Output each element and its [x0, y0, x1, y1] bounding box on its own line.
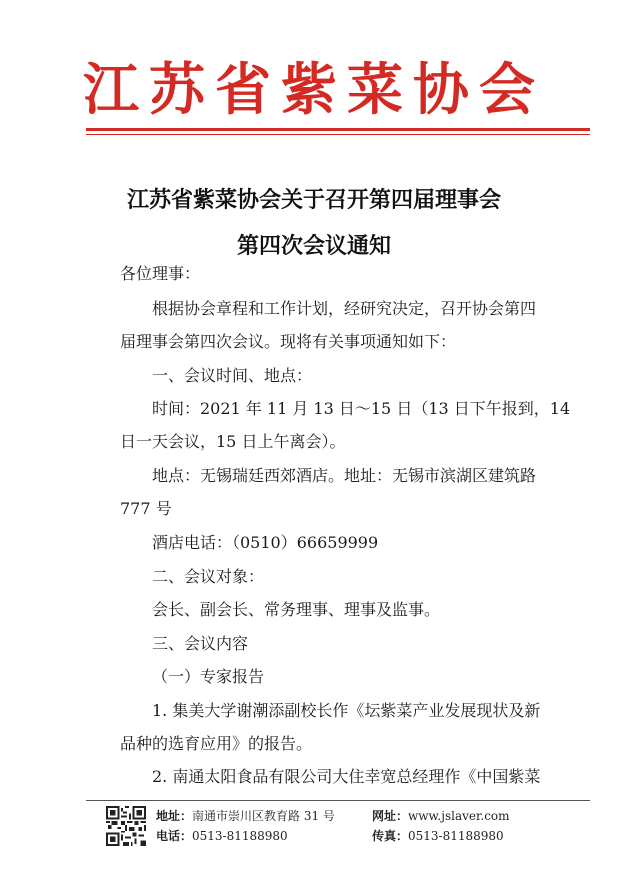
footer-phone-value: 0513-81188980 [192, 829, 288, 843]
footer-rule [86, 800, 590, 801]
notice-title-line-2: 第四次会议通知 [236, 234, 391, 259]
body-paragraph-line: 根据协会章程和工作计划，经研究决定，召开协会第四 [152, 299, 537, 318]
salutation: 各位理事： [120, 264, 201, 283]
footer-website [372, 808, 510, 824]
footer-website-label: 网址： [372, 809, 409, 823]
hotel-phone-line: 酒店电话：（0510）66659999 [152, 533, 379, 552]
body-paragraph-line: 地点：无锡瑞廷西郊酒店。地址：无锡市滨湖区建筑路 [152, 466, 537, 485]
body-paragraph-line: 品种的选育应用》的报告。 [120, 734, 313, 753]
footer-phone [156, 828, 288, 844]
body-paragraph-line: 时间：2021 年 11 月 13 日～15 日（13 日下午报到，14 [152, 399, 571, 418]
footer-website-value: www.jslaver.com [408, 809, 510, 823]
body-paragraph-line: 日一天会议，15 日上午离会）。 [120, 432, 346, 451]
body-paragraph-line: 777 号 [120, 499, 172, 518]
footer-fax [372, 828, 504, 844]
body-paragraph-line: 2. 南通太阳食品有限公司大住幸宽总经理作《中国紫菜 [152, 767, 541, 786]
letterhead-rule-thick [86, 128, 590, 131]
body-paragraph-line: 届理事会第四次会议。现将有关事项通知如下： [120, 332, 457, 351]
footer-address-label: 地址： [156, 809, 193, 823]
footer-fax-label: 传真： [372, 829, 409, 843]
subsection-heading: （一）专家报告 [152, 667, 265, 686]
letterhead-rule-thin [86, 134, 590, 135]
qr-code-icon [106, 806, 146, 846]
body-paragraph-line: 会长、副会长、常务理事、理事及监事。 [152, 600, 441, 619]
section-heading: 三、会议内容 [152, 634, 249, 653]
section-heading: 二、会议对象： [152, 567, 265, 586]
footer-address [156, 808, 335, 824]
notice-title-line-1: 江苏省紫菜协会关于召开第四届理事会 [126, 188, 501, 213]
footer-address-value: 南通市崇川区教育路 31 号 [192, 809, 335, 823]
footer-fax-value: 0513-81188980 [408, 829, 504, 843]
body-paragraph-line: 1. 集美大学谢潮添副校长作《坛紫菜产业发展现状及新 [152, 701, 541, 720]
section-heading: 一、会议时间、地点： [152, 366, 313, 385]
footer-phone-label: 电话： [156, 829, 193, 843]
letterhead-org-name: 江苏省紫菜协会 [83, 57, 545, 123]
